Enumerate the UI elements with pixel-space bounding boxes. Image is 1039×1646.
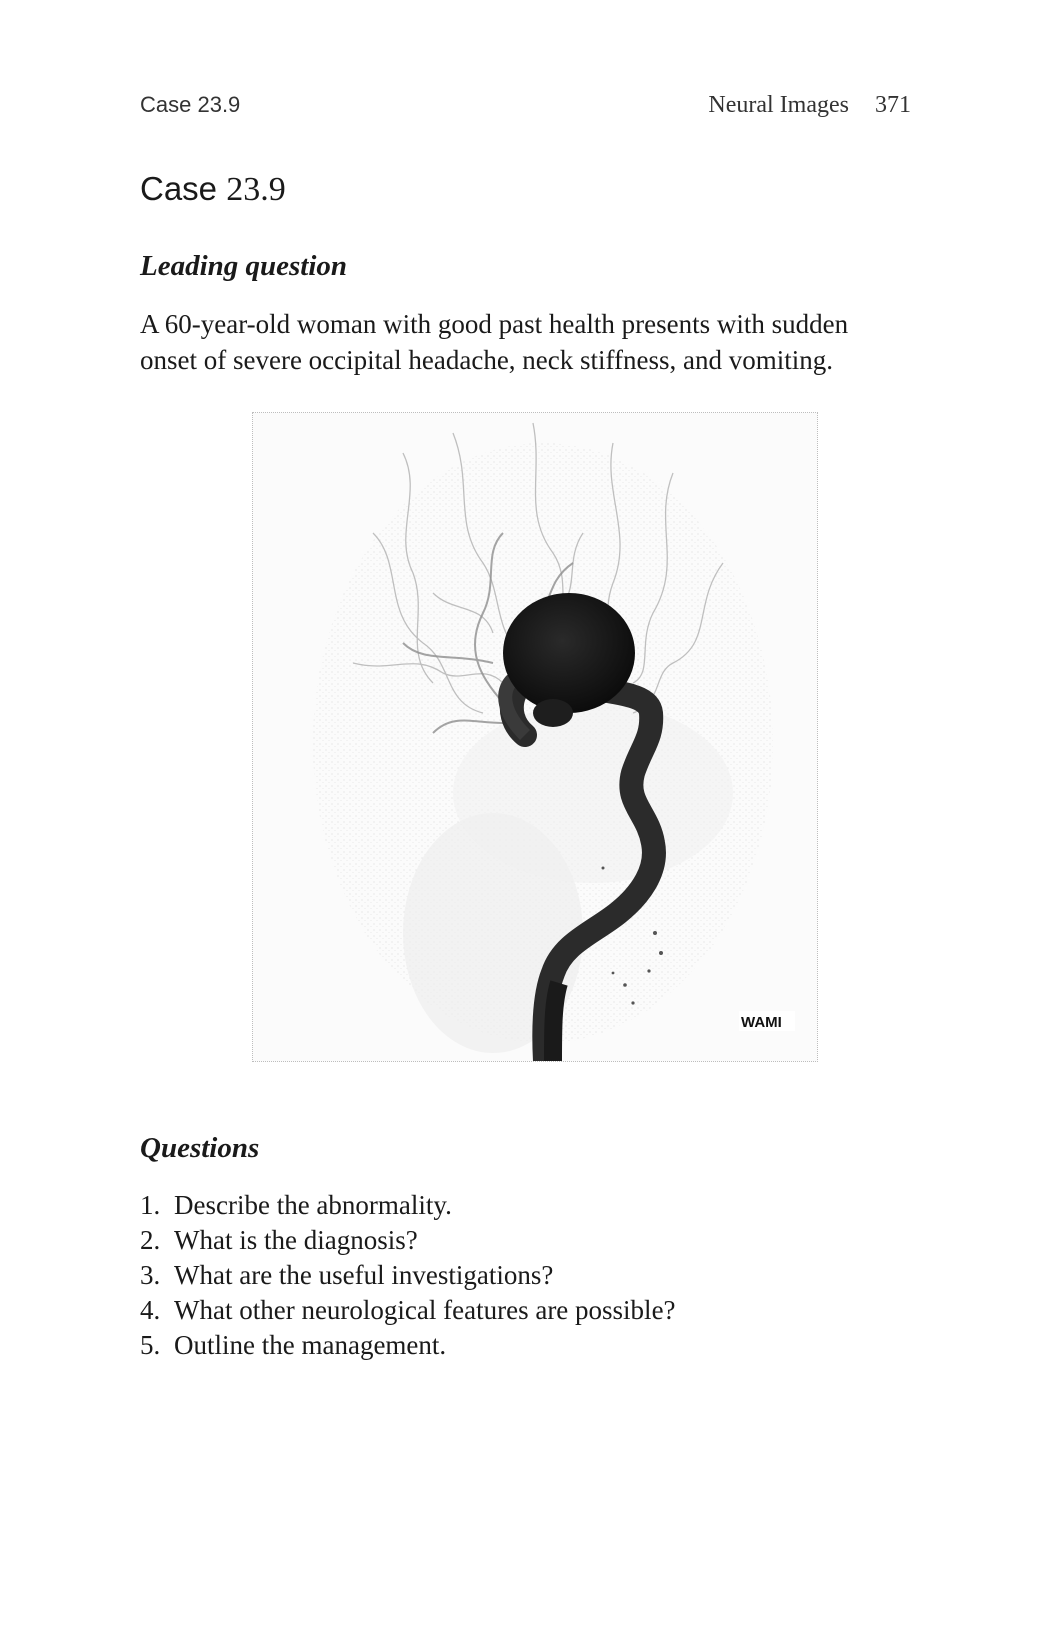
question-number: 5. — [140, 1330, 161, 1360]
aneurysm-sac — [503, 593, 635, 713]
questions-list — [140, 1188, 676, 1363]
case-title — [140, 170, 286, 209]
case-title-word: Case — [140, 170, 218, 207]
angiogram-image — [253, 413, 817, 1061]
angiogram-figure — [252, 412, 818, 1062]
leading-question-text — [140, 306, 940, 378]
question-item — [140, 1258, 676, 1293]
leading-question-line-2: onset of severe occipital headache, neck stiffness, and vomiting. — [140, 345, 834, 375]
question-number: 3. — [140, 1260, 161, 1290]
questions-heading: Questions — [140, 1132, 260, 1164]
running-head-left: Case 23.9 — [140, 92, 241, 117]
page-number: 371 — [875, 92, 911, 118]
question-item — [140, 1328, 676, 1363]
question-text: What are the useful investigations? — [174, 1260, 554, 1290]
figure-corner-marker: WAMI — [741, 1014, 782, 1031]
question-number: 1. — [140, 1190, 161, 1220]
question-text: Describe the abnormality. — [174, 1190, 452, 1220]
leading-question-line-1: A 60-year-old woman with good past health presents with sudden — [140, 309, 849, 339]
leading-question-heading: Leading question — [140, 250, 348, 282]
running-head-right — [708, 92, 911, 119]
question-item — [140, 1188, 676, 1223]
case-title-number: 23.9 — [226, 171, 286, 208]
question-number: 2. — [140, 1225, 161, 1255]
question-text: What is the diagnosis? — [174, 1225, 418, 1255]
question-item — [140, 1223, 676, 1258]
question-item — [140, 1293, 676, 1328]
question-text: What other neurological features are possible? — [174, 1295, 676, 1325]
running-head-title: Neural Images — [708, 92, 849, 118]
question-text: Outline the management. — [174, 1330, 447, 1360]
question-number: 4. — [140, 1295, 161, 1325]
